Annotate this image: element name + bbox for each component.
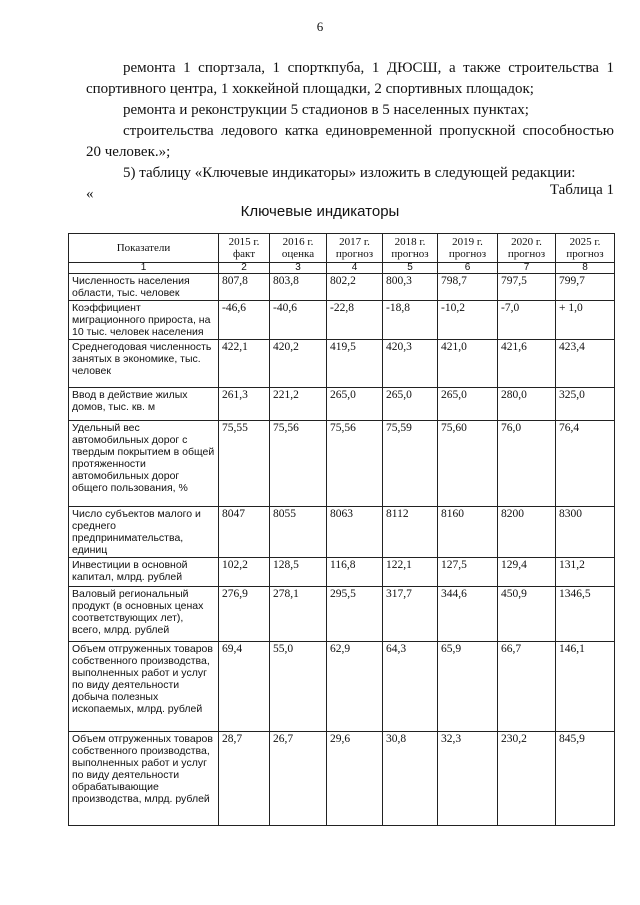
indicator-value: 55,0: [270, 642, 327, 732]
indicator-value: 146,1: [556, 642, 615, 732]
indicator-value: 276,9: [219, 587, 270, 642]
indicator-value: 32,3: [438, 732, 498, 826]
indicator-value: 75,56: [270, 421, 327, 507]
indicator-value: 131,2: [556, 558, 615, 587]
indicator-value: 122,1: [383, 558, 438, 587]
indicator-value: 75,56: [327, 421, 383, 507]
indicator-value: 26,7: [270, 732, 327, 826]
table-row: [69, 421, 615, 507]
indicator-label: Инвестиции в основной капитал, млрд. рублей: [69, 558, 219, 587]
indicator-value: 807,8: [219, 274, 270, 301]
header-cell: 2015 г. факт: [219, 234, 270, 263]
body-text: [86, 58, 614, 205]
table-title: Ключевые индикаторы: [240, 203, 400, 220]
key-indicators-table: [68, 233, 615, 826]
indicator-value: -7,0: [498, 301, 556, 340]
column-number: 8: [556, 263, 615, 274]
table-row: [69, 507, 615, 558]
column-number: 3: [270, 263, 327, 274]
indicator-value: 450,9: [498, 587, 556, 642]
indicator-value: 845,9: [556, 732, 615, 826]
column-number: 6: [438, 263, 498, 274]
indicator-value: 30,8: [383, 732, 438, 826]
indicator-value: 102,2: [219, 558, 270, 587]
indicator-value: -40,6: [270, 301, 327, 340]
indicator-value: 8063: [327, 507, 383, 558]
indicator-value: 129,4: [498, 558, 556, 587]
indicator-label: Ввод в действие жилых домов, тыс. кв. м: [69, 388, 219, 421]
indicator-value: 128,5: [270, 558, 327, 587]
indicator-value: 1346,5: [556, 587, 615, 642]
indicator-value: 76,0: [498, 421, 556, 507]
indicator-value: 75,59: [383, 421, 438, 507]
table-caption: Таблица 1: [549, 182, 614, 198]
indicator-value: 28,7: [219, 732, 270, 826]
header-cell: 2018 г. прогноз: [383, 234, 438, 263]
indicator-value: 420,3: [383, 340, 438, 388]
indicator-value: 325,0: [556, 388, 615, 421]
indicator-value: 127,5: [438, 558, 498, 587]
indicator-value: 66,7: [498, 642, 556, 732]
indicator-value: 799,7: [556, 274, 615, 301]
indicator-value: 64,3: [383, 642, 438, 732]
indicator-value: 230,2: [498, 732, 556, 826]
column-number: 5: [383, 263, 438, 274]
column-number-row: [69, 263, 615, 274]
indicator-label: Коэффициент миграционного прироста, на 10 тыс. человек населения: [69, 301, 219, 340]
page-number: 6: [316, 19, 324, 34]
indicator-value: + 1,0: [556, 301, 615, 340]
header-cell: 2017 г. прогноз: [327, 234, 383, 263]
indicator-value: 798,7: [438, 274, 498, 301]
table-row: [69, 732, 615, 826]
table-row: [69, 388, 615, 421]
indicator-value: 29,6: [327, 732, 383, 826]
table-row: [69, 274, 615, 301]
indicator-label: Число субъектов малого и среднего предпринимательства, единиц: [69, 507, 219, 558]
indicator-value: 803,8: [270, 274, 327, 301]
indicator-value: 421,6: [498, 340, 556, 388]
indicator-value: 8200: [498, 507, 556, 558]
header-cell: 2020 г. прогноз: [498, 234, 556, 263]
table-row: [69, 587, 615, 642]
indicator-label: Среднегодовая численность занятых в экономике, тыс. человек: [69, 340, 219, 388]
indicator-value: 278,1: [270, 587, 327, 642]
table-header-row: [69, 234, 615, 263]
indicator-value: 265,0: [327, 388, 383, 421]
indicator-label: Объем отгруженных товаров собственного производства, выполненных работ и услуг по виду деятельности обрабатывающие производства, млрд. рублей: [69, 732, 219, 826]
paragraph: ремонта и реконструкции 5 стадионов в 5 населенных пунктах;: [123, 102, 529, 118]
indicator-value: 76,4: [556, 421, 615, 507]
header-cell: Показатели: [69, 234, 219, 263]
indicator-value: 802,2: [327, 274, 383, 301]
indicator-value: 265,0: [438, 388, 498, 421]
indicator-value: -22,8: [327, 301, 383, 340]
table-row: [69, 340, 615, 388]
indicator-value: 8112: [383, 507, 438, 558]
indicator-value: 65,9: [438, 642, 498, 732]
column-number: 7: [498, 263, 556, 274]
indicator-value: 295,5: [327, 587, 383, 642]
paragraph: 5) таблицу «Ключевые индикаторы» изложить в следующей редакции:: [123, 165, 576, 181]
indicator-value: 69,4: [219, 642, 270, 732]
indicator-value: 797,5: [498, 274, 556, 301]
indicator-value: 8055: [270, 507, 327, 558]
paragraph: строительства ледового катка единовременной пропускной способностью 20 человек.»;: [86, 123, 614, 160]
indicator-value: 116,8: [327, 558, 383, 587]
column-number: 1: [69, 263, 219, 274]
indicator-value: 422,1: [219, 340, 270, 388]
indicator-value: 8160: [438, 507, 498, 558]
indicator-value: 419,5: [327, 340, 383, 388]
indicator-value: -10,2: [438, 301, 498, 340]
indicator-value: 8300: [556, 507, 615, 558]
indicator-label: Валовый региональный продукт (в основных ценах соответствующих лет), всего, млрд. рублей: [69, 587, 219, 642]
indicator-value: 265,0: [383, 388, 438, 421]
table-row: [69, 301, 615, 340]
header-cell: 2019 г. прогноз: [438, 234, 498, 263]
indicator-value: 62,9: [327, 642, 383, 732]
indicator-value: 75,60: [438, 421, 498, 507]
indicator-value: 8047: [219, 507, 270, 558]
column-number: 2: [219, 263, 270, 274]
indicator-value: 75,55: [219, 421, 270, 507]
indicator-value: -18,8: [383, 301, 438, 340]
indicator-value: 420,2: [270, 340, 327, 388]
indicator-value: 421,0: [438, 340, 498, 388]
table-row: [69, 642, 615, 732]
table-row: [69, 558, 615, 587]
paragraph: ремонта 1 спортзала, 1 спорткпуба, 1 ДЮСШ, а также строительства 1 спортивного центра, 1 хоккейной площадки, 2 спортивных площадок;: [86, 60, 614, 97]
indicator-value: 317,7: [383, 587, 438, 642]
indicator-value: 344,6: [438, 587, 498, 642]
paragraph: «: [86, 186, 94, 202]
indicator-value: 280,0: [498, 388, 556, 421]
indicator-value: 261,3: [219, 388, 270, 421]
column-number: 4: [327, 263, 383, 274]
indicator-label: Объем отгруженных товаров собственного производства, выполненных работ и услуг по виду деятельности добыча полезных ископаемых, млрд. рублей: [69, 642, 219, 732]
indicator-value: -46,6: [219, 301, 270, 340]
indicator-value: 800,3: [383, 274, 438, 301]
indicator-value: 423,4: [556, 340, 615, 388]
indicator-value: 221,2: [270, 388, 327, 421]
header-cell: 2025 г. прогноз: [556, 234, 615, 263]
indicator-label: Удельный вес автомобильных дорог с твердым покрытием в общей протяженности автомобильных дорог общего пользования, %: [69, 421, 219, 507]
indicator-label: Численность населения области, тыс. человек: [69, 274, 219, 301]
header-cell: 2016 г. оценка: [270, 234, 327, 263]
